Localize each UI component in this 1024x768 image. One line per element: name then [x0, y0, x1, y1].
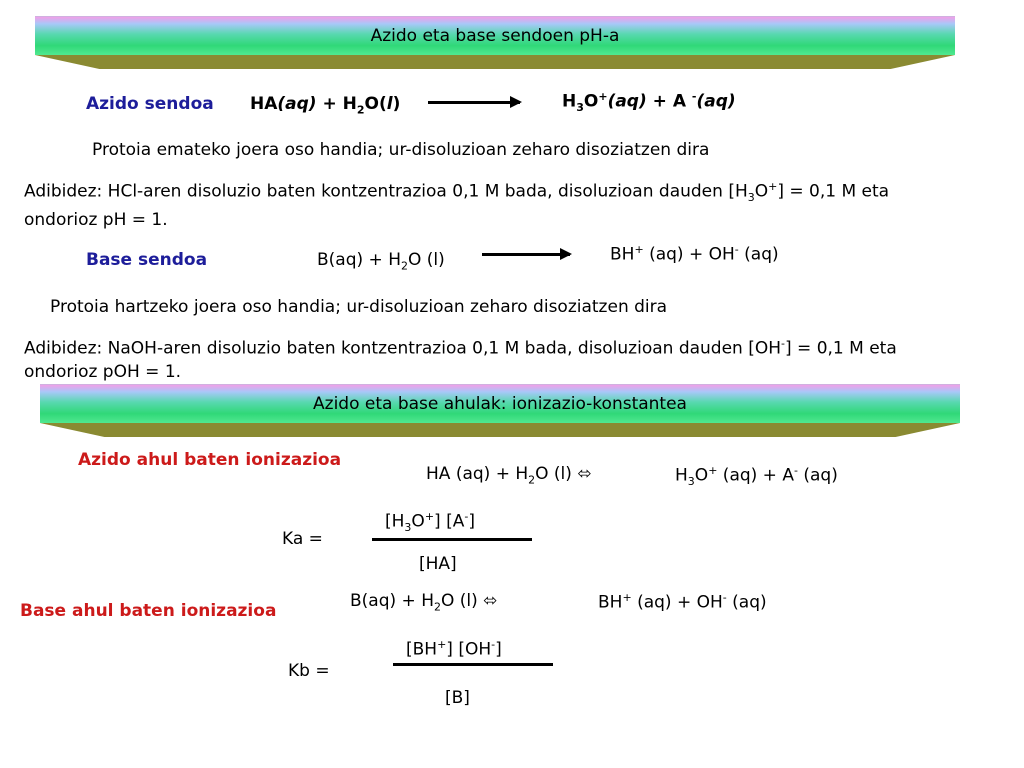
reaction-arrow: [428, 101, 520, 104]
kb-numerator: [BH+] [OH-]: [406, 638, 502, 660]
banner-shelf: [40, 423, 960, 437]
strong-acid-example: Adibidez: HCl-aren disoluzio baten kontzentrazioa 0,1 M bada, disoluzioan dauden $[H_3O^+] = 0,1$ M eta ondorioz pH = 1.: [24, 180, 890, 231]
strong-base-description: Protoia hartzeko joera oso handia; ur-disoluzioan zeharo disoziatzen dira: [50, 297, 668, 317]
kb-fraction-line: [393, 663, 553, 666]
strong-base-products: BH+ (aq) + OH- (aq): [610, 243, 779, 265]
strong-acid-description: Protoia emateko joera oso handia; ur-disoluzioan zeharo disoziatzen dira: [92, 140, 710, 160]
ka-label: Ka =: [282, 529, 323, 549]
equilibrium-arrow-icon: ⬄: [483, 591, 498, 611]
weak-acid-products: $H_3O^+$ (aq) + A- (aq): [675, 464, 838, 489]
section-title-banner: [40, 384, 960, 423]
section-title: Azido eta base sendoen pH-a: [370, 26, 620, 46]
weak-acid-reactants: HA $(aq) + H_2O$ (l) ⬄: [426, 464, 592, 487]
strong-acid-label: Azido sendoa: [86, 94, 214, 114]
ka-numerator: $[H_3O^+]$ [A-]: [385, 510, 475, 535]
strong-base-reactants: $B(aq) + H_2O$ (l): [317, 250, 445, 273]
strong-acid-reactants: $HA(aq) + H_2O(l)$: [250, 94, 401, 117]
strong-acid-products: $H_3O^+(aq) + A$ -(aq): [562, 90, 736, 115]
weak-base-reactants: $B(aq) + H_2O$ (l) ⬄: [350, 591, 498, 614]
kb-denominator: [B]: [445, 688, 470, 708]
weak-base-products: BH+ (aq) + OH- (aq): [598, 591, 767, 613]
strong-base-example: Adibidez: NaOH-aren disoluzio baten kontzentrazioa 0,1 M bada, disoluzioan dauden [OH-] = 0,1 M eta ondorioz pOH = 1.: [24, 337, 897, 382]
ka-denominator: [HA]: [419, 554, 457, 574]
banner-shelf: [35, 55, 955, 69]
reaction-arrow: [482, 253, 570, 256]
section-title-banner: [35, 16, 955, 55]
weak-base-label: Base ahul baten ionizazioa: [20, 601, 277, 621]
equilibrium-arrow-icon: ⬄: [577, 464, 592, 484]
weak-acid-label: Azido ahul baten ionizazioa: [78, 450, 342, 470]
strong-base-label: Base sendoa: [86, 250, 208, 270]
section-title: Azido eta base ahulak: ionizazio-konstantea: [313, 394, 687, 414]
kb-label: Kb =: [288, 661, 330, 681]
ka-fraction-line: [372, 538, 532, 541]
